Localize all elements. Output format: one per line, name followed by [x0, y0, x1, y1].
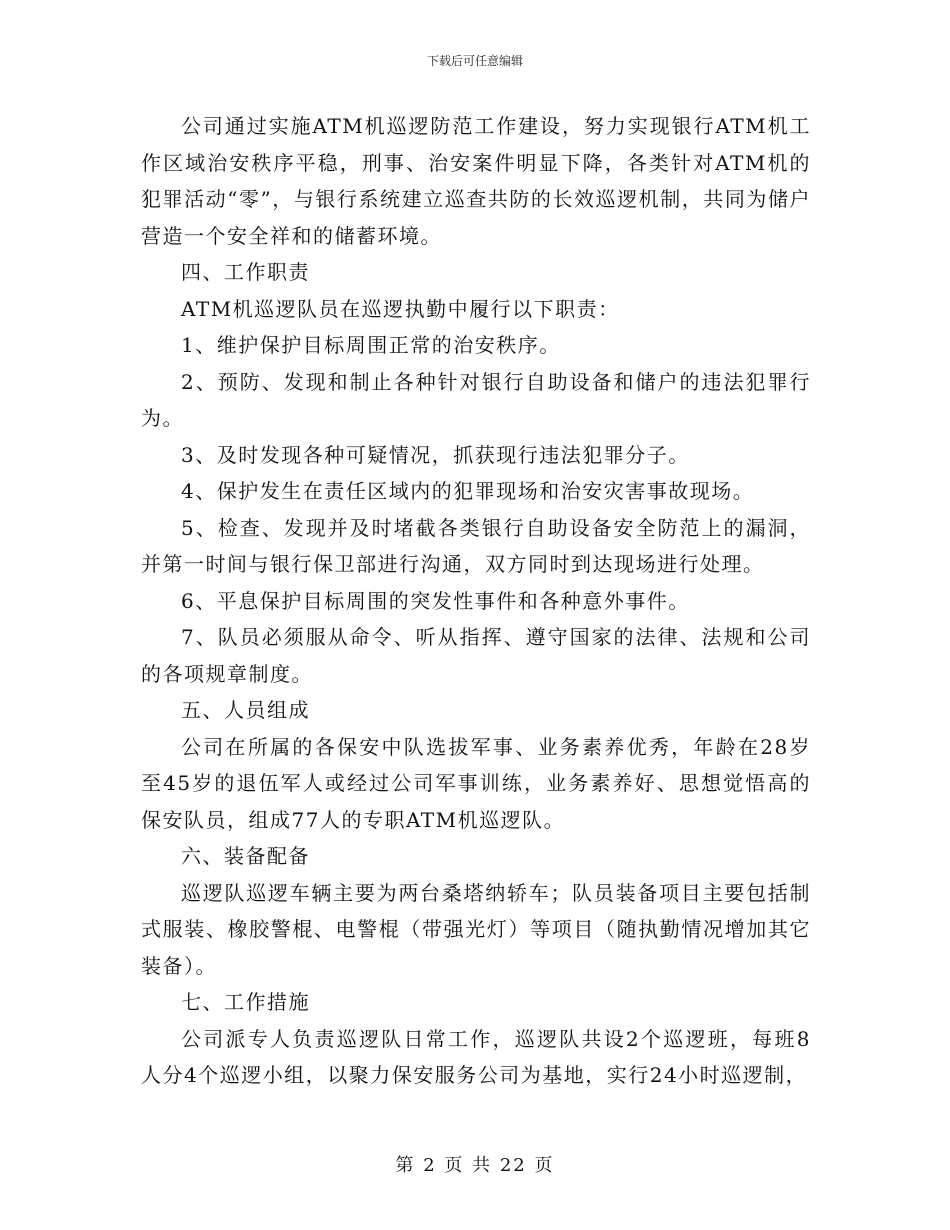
section-heading-staffing: 五、人员组成: [181, 698, 310, 722]
paragraph-measures: 公司派专人负责巡逻队日常工作，巡逻队共设2个巡逻班，每班8人分4个巡逻小组，以聚力保安服务公司为基地，实行24小时巡逻制，: [141, 1026, 811, 1087]
duty-item-3: 3、及时发现各种可疑情况，抓获现行违法犯罪分子。: [181, 442, 690, 467]
duty-item-2: 2、预防、发现和制止各种针对银行自助设备和储户的违法犯罪行为。: [141, 369, 811, 430]
page-header: 下载后可任意编辑: [426, 54, 523, 68]
duty-item-7: 7、队员必须服从命令、听从指挥、遵守国家的法律、法规和公司的各项规章制度。: [141, 625, 811, 686]
duty-item-6: 6、平息保护目标周围的突发性事件和各种意外事件。: [181, 588, 690, 613]
duty-item-1: 1、维护保护目标周围正常的治安秩序。: [181, 333, 561, 357]
section-heading-measures: 七、工作措施: [181, 990, 310, 1014]
paragraph-duties-lead: ATM机巡逻队员在巡逻执勤中履行以下职责：: [181, 296, 620, 321]
paragraph-staffing: 公司在所属的各保安中队选拔军事、业务素养优秀，年龄在28岁至45岁的退伍军人或经过公司军事训练，业务素养好、思想觉悟高的保安队员，组成77人的专职ATM机巡逻队。: [141, 734, 811, 832]
section-heading-duties: 四、工作职责: [181, 260, 310, 284]
section-heading-equipment: 六、装备配备: [181, 844, 310, 868]
paragraph-equipment: 巡逻队巡逻车辆主要为两台桑塔纳轿车；队员装备项目主要包括制式服装、橡胶警棍、电警棍（带强光灯）等项目（随执勤情况增加其它装备）。: [141, 880, 811, 978]
duty-item-4: 4、保护发生在责任区域内的犯罪现场和治安灾害事故现场。: [181, 479, 755, 503]
duty-item-5: 5、检查、发现并及时堵截各类银行自助设备安全防范上的漏洞，并第一时间与银行保卫部进行沟通，双方同时到达现场进行处理。: [141, 515, 811, 576]
paragraph-intro: 公司通过实施ATM机巡逻防范工作建设，努力实现银行ATM机工作区域治安秩序平稳，刑事、治安案件明显下降，各类针对ATM机的犯罪活动“零”，与银行系统建立巡查共防的长效巡逻机制，共同为储户营造一个安全祥和的储蓄环境。: [141, 114, 811, 248]
document-body: [141, 108, 811, 1094]
page-number-footer: 第 2 页 共 22 页: [395, 1155, 555, 1176]
